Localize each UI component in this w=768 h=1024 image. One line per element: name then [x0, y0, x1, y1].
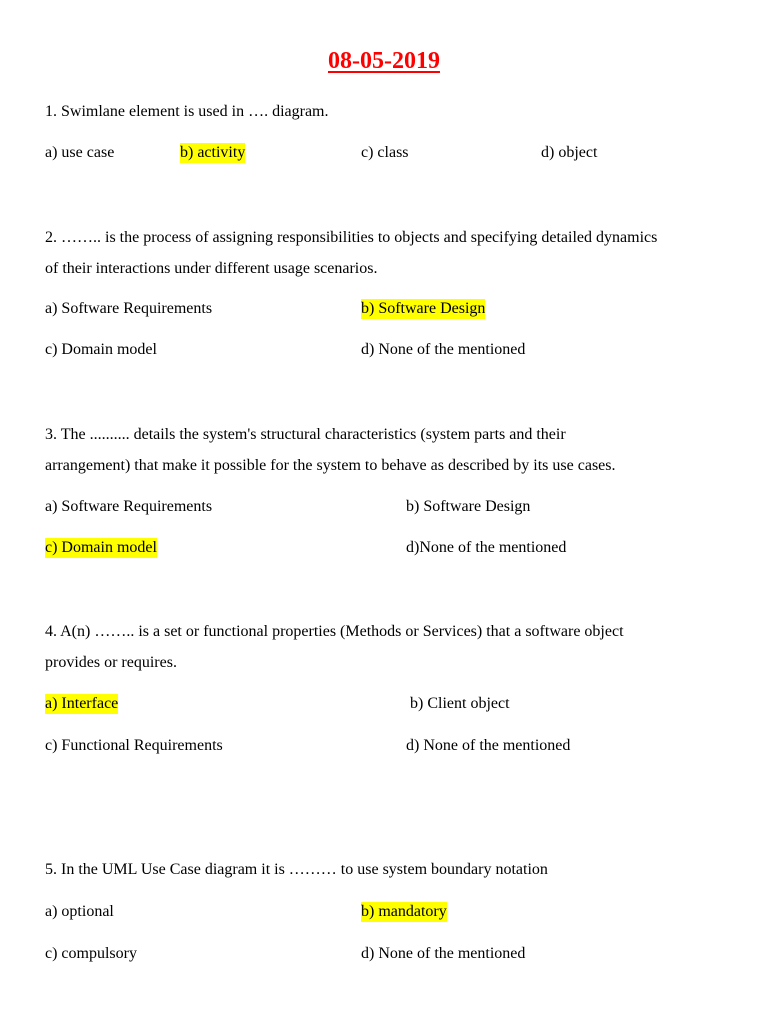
question-5-stem-line-1: 5. In the UML Use Case diagram it is ……… to use system boundary notation	[45, 861, 548, 878]
question-4-stem-line-1: 4. A(n) …….. is a set or functional properties (Methods or Services) that a software object	[45, 623, 624, 640]
question-3-option-b: b) Software Design	[406, 498, 531, 515]
question-2-stem-line-1: 2. …….. is the process of assigning responsibilities to objects and specifying detailed dynamics	[45, 229, 658, 246]
question-4-option-c: c) Functional Requirements	[45, 737, 223, 754]
question-1-option-c: c) class	[361, 144, 409, 161]
question-3-option-c-answer: c) Domain model	[45, 539, 157, 556]
question-5-option-b-answer: b) mandatory	[361, 903, 447, 920]
question-4-stem-line-2: provides or requires.	[45, 654, 177, 671]
question-5-option-d: d) None of the mentioned	[361, 945, 526, 962]
question-3-stem-line-2: arrangement) that make it possible for the system to behave as described by its use cases.	[45, 457, 616, 474]
question-2-stem-line-2: of their interactions under different usage scenarios.	[45, 260, 378, 277]
question-5-option-c: c) compulsory	[45, 945, 137, 962]
question-2-option-b-answer: b) Software Design	[361, 300, 486, 317]
question-4-option-a-answer: a) Interface	[45, 695, 119, 712]
question-4-option-b: b) Client object	[410, 695, 510, 712]
question-1-option-b-answer: b) activity	[180, 144, 246, 161]
page-date: 08-05-2019	[328, 48, 440, 74]
question-2-option-a: a) Software Requirements	[45, 300, 213, 317]
question-1-stem-line-1: 1. Swimlane element is used in …. diagram.	[45, 103, 329, 120]
question-1-option-a: a) use case	[45, 144, 115, 161]
question-3-option-d: d)None of the mentioned	[406, 539, 567, 556]
question-2-option-c: c) Domain model	[45, 341, 157, 358]
question-2-option-d: d) None of the mentioned	[361, 341, 526, 358]
question-3-option-a: a) Software Requirements	[45, 498, 213, 515]
question-5-option-a: a) optional	[45, 903, 114, 920]
question-4-option-d: d) None of the mentioned	[406, 737, 571, 754]
question-3-stem-line-1: 3. The .......... details the system's structural characteristics (system parts and their	[45, 426, 566, 443]
question-1-option-d: d) object	[541, 144, 598, 161]
